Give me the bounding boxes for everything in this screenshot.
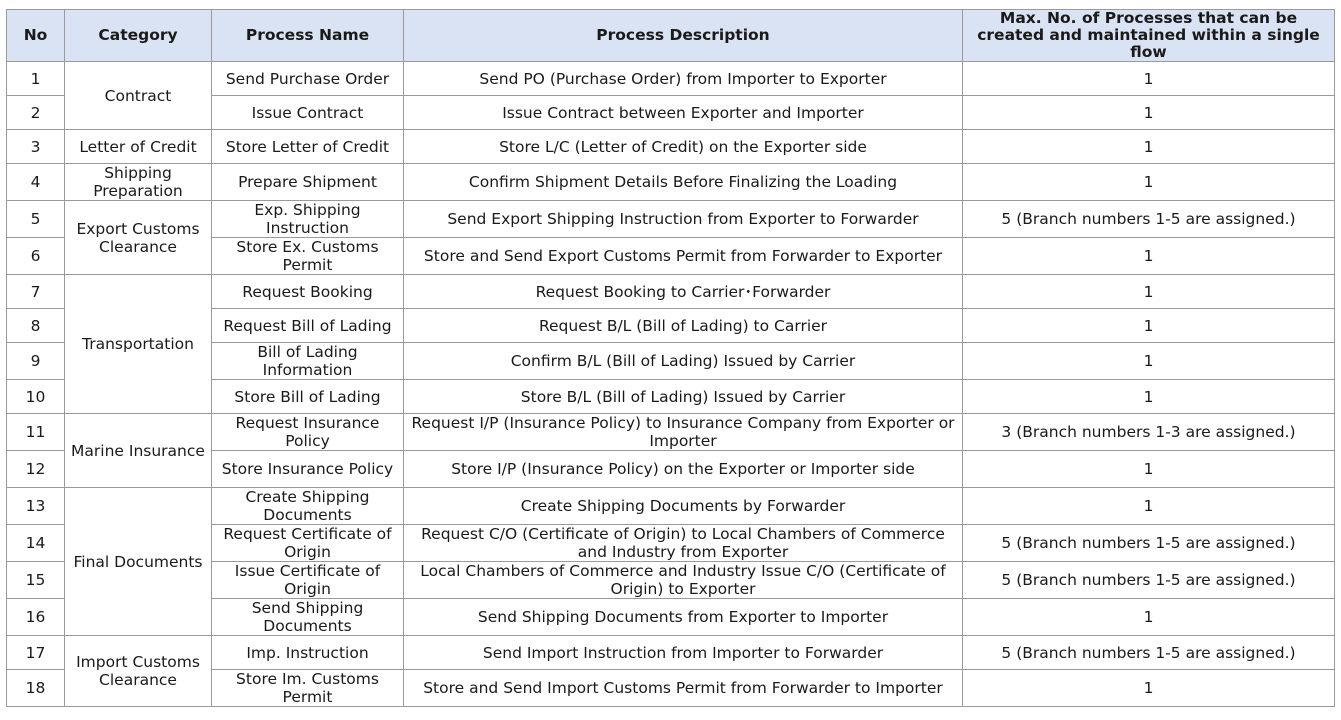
max-processes-cell: 1: [963, 130, 1335, 164]
process-name-cell: Store Im. Customs Permit: [212, 670, 404, 707]
category-cell: Import Customs Clearance: [65, 636, 212, 707]
header-no: No: [7, 10, 65, 62]
process-name-cell: Send Shipping Documents: [212, 599, 404, 636]
table-row: [7, 275, 1335, 309]
process-name-cell: Request Insurance Policy: [212, 414, 404, 451]
row-no: 9: [7, 343, 65, 380]
process-name-cell: Bill of Lading Information: [212, 343, 404, 380]
process-name-cell: Create Shipping Documents: [212, 488, 404, 525]
category-cell: Transportation: [65, 275, 212, 414]
row-no: 13: [7, 488, 65, 525]
row-no: 4: [7, 164, 65, 201]
process-name-cell: Prepare Shipment: [212, 164, 404, 201]
category-cell: Export Customs Clearance: [65, 201, 212, 275]
process-description-cell: Store B/L (Bill of Lading) Issued by Carrier: [404, 380, 963, 414]
max-processes-cell: 5 (Branch numbers 1-5 are assigned.): [963, 201, 1335, 238]
max-processes-cell: 1: [963, 488, 1335, 525]
process-name-cell: Send Purchase Order: [212, 62, 404, 96]
header-category: Category: [65, 10, 212, 62]
category-cell: Letter of Credit: [65, 130, 212, 164]
row-no: 16: [7, 599, 65, 636]
table-row: [7, 201, 1335, 238]
table-row: [7, 62, 1335, 96]
header-process-description: Process Description: [404, 10, 963, 62]
row-no: 11: [7, 414, 65, 451]
max-processes-cell: 1: [963, 451, 1335, 488]
table-row: [7, 414, 1335, 451]
max-processes-cell: 5 (Branch numbers 1-5 are assigned.): [963, 562, 1335, 599]
process-description-cell: Send Shipping Documents from Exporter to Importer: [404, 599, 963, 636]
process-description-cell: Confirm B/L (Bill of Lading) Issued by Carrier: [404, 343, 963, 380]
row-no: 12: [7, 451, 65, 488]
table-row: [7, 636, 1335, 670]
table-row: [7, 130, 1335, 164]
process-description-cell: Local Chambers of Commerce and Industry Issue C/O (Certificate of Origin) to Exporter: [404, 562, 963, 599]
process-name-cell: Imp. Instruction: [212, 636, 404, 670]
process-description-cell: Send Import Instruction from Importer to Forwarder: [404, 636, 963, 670]
table-row: [7, 164, 1335, 201]
table-row: [7, 488, 1335, 525]
max-processes-cell: 5 (Branch numbers 1-5 are assigned.): [963, 636, 1335, 670]
max-processes-cell: 1: [963, 275, 1335, 309]
row-no: 6: [7, 238, 65, 275]
process-description-cell: Store I/P (Insurance Policy) on the Exporter or Importer side: [404, 451, 963, 488]
row-no: 7: [7, 275, 65, 309]
row-no: 5: [7, 201, 65, 238]
row-no: 2: [7, 96, 65, 130]
process-description-cell: Send PO (Purchase Order) from Importer to Exporter: [404, 62, 963, 96]
process-description-cell: Store and Send Export Customs Permit from Forwarder to Exporter: [404, 238, 963, 275]
process-name-cell: Issue Certificate of Origin: [212, 562, 404, 599]
process-name-cell: Store Bill of Lading: [212, 380, 404, 414]
process-description-cell: Store L/C (Letter of Credit) on the Exporter side: [404, 130, 963, 164]
process-description-cell: Request Booking to Carrier･Forwarder: [404, 275, 963, 309]
max-processes-cell: 1: [963, 670, 1335, 707]
process-description-cell: Confirm Shipment Details Before Finalizing the Loading: [404, 164, 963, 201]
process-description-cell: Create Shipping Documents by Forwarder: [404, 488, 963, 525]
row-no: 10: [7, 380, 65, 414]
max-processes-cell: 1: [963, 380, 1335, 414]
row-no: 3: [7, 130, 65, 164]
process-description-cell: Store and Send Import Customs Permit from Forwarder to Importer: [404, 670, 963, 707]
max-processes-cell: 1: [963, 96, 1335, 130]
max-processes-cell: 1: [963, 164, 1335, 201]
process-description-cell: Request C/O (Certificate of Origin) to Local Chambers of Commerce and Industry from Exporter: [404, 525, 963, 562]
process-name-cell: Store Insurance Policy: [212, 451, 404, 488]
category-cell: Shipping Preparation: [65, 164, 212, 201]
process-description-cell: Issue Contract between Exporter and Importer: [404, 96, 963, 130]
row-no: 8: [7, 309, 65, 343]
process-description-cell: Send Export Shipping Instruction from Exporter to Forwarder: [404, 201, 963, 238]
process-name-cell: Request Booking: [212, 275, 404, 309]
max-processes-cell: 1: [963, 62, 1335, 96]
max-processes-cell: 1: [963, 309, 1335, 343]
process-description-cell: Request B/L (Bill of Lading) to Carrier: [404, 309, 963, 343]
row-no: 14: [7, 525, 65, 562]
max-processes-cell: 3 (Branch numbers 1-3 are assigned.): [963, 414, 1335, 451]
header-process-name: Process Name: [212, 10, 404, 62]
row-no: 18: [7, 670, 65, 707]
process-description-cell: Request I/P (Insurance Policy) to Insurance Company from Exporter or Importer: [404, 414, 963, 451]
category-cell: Final Documents: [65, 488, 212, 636]
max-processes-cell: 5 (Branch numbers 1-5 are assigned.): [963, 525, 1335, 562]
process-name-cell: Request Bill of Lading: [212, 309, 404, 343]
process-name-cell: Issue Contract: [212, 96, 404, 130]
row-no: 15: [7, 562, 65, 599]
process-name-cell: Store Letter of Credit: [212, 130, 404, 164]
row-no: 17: [7, 636, 65, 670]
max-processes-cell: 1: [963, 238, 1335, 275]
header-max-processes: Max. No. of Processes that can be created and maintained within a single flow: [963, 10, 1335, 62]
process-table: [6, 9, 1335, 707]
process-name-cell: Request Certificate of Origin: [212, 525, 404, 562]
max-processes-cell: 1: [963, 343, 1335, 380]
table-header-row: [7, 10, 1335, 62]
row-no: 1: [7, 62, 65, 96]
category-cell: Marine Insurance: [65, 414, 212, 488]
category-cell: Contract: [65, 62, 212, 130]
process-name-cell: Exp. Shipping Instruction: [212, 201, 404, 238]
process-name-cell: Store Ex. Customs Permit: [212, 238, 404, 275]
max-processes-cell: 1: [963, 599, 1335, 636]
